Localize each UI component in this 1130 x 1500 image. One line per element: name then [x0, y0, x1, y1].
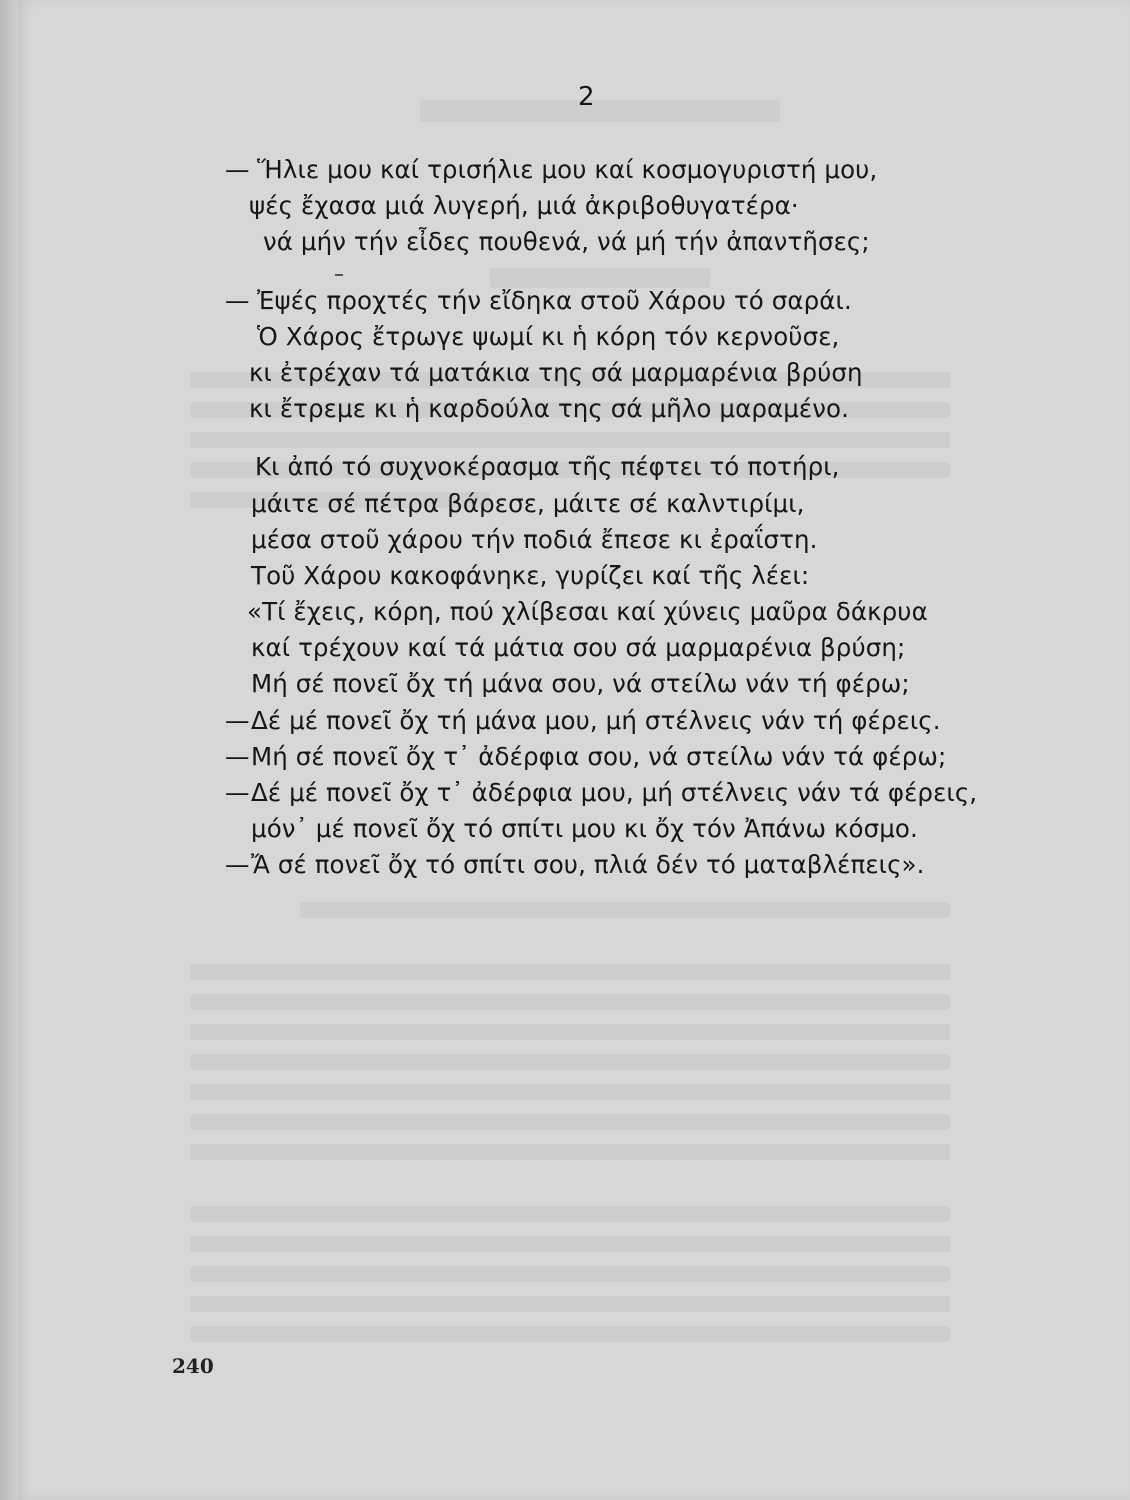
verse-line	[225, 283, 1025, 319]
verse-text: Ἐψές προχτές τήν εἴδηκα στοῦ Χάρου τό σαράι.	[257, 285, 852, 315]
verse-text: Δέ μέ πονεῖ ὄχ τ᾿ ἀδέρφια μου, μή στέλνεις νάν τά φέρεις,	[251, 778, 978, 807]
page-edge	[0, 0, 18, 1500]
verse-line	[225, 391, 1025, 427]
verse-line	[225, 558, 1025, 594]
verse-text: Ἥλιε μου καί τρισήλιε μου καί κοσμογυριστή μου,	[257, 155, 878, 184]
verse-text: νά μήν τήν εἶδες πουθενά, νά μή τήν ἀπαντῆσες;	[263, 227, 870, 257]
page-number: 240	[172, 1354, 214, 1378]
verse-line	[225, 224, 1025, 260]
verse-text: καί τρέχουν καί τά μάτια σου σά μαρμαρένια βρύση;	[251, 633, 906, 663]
verse-line	[225, 594, 1025, 630]
verse-line	[225, 847, 1025, 883]
verse-line	[225, 739, 1025, 775]
verse-line	[225, 355, 1025, 391]
verse-text: Μή σέ πονεῖ ὄχ τ᾿ ἀδέρφια σου, νά στείλω νάν τά φέρω;	[251, 741, 947, 771]
dialogue-dash: —	[225, 155, 250, 184]
verse-line	[225, 486, 1025, 522]
verse-line	[225, 811, 1025, 847]
dialogue-dash: —	[225, 741, 250, 771]
stanza-1	[225, 152, 1025, 261]
verse-line	[225, 666, 1025, 702]
verse-text: «Τί ἔχεις, κόρη, πού χλίβεσαι καί χύνεις μαῦρα δάκρυα	[247, 597, 928, 627]
verse-text: Ἄ σέ πονεῖ ὄχ τό σπίτι σου, πλιά δέν τό ματαβλέπεις».	[251, 850, 925, 880]
verse-text: κι ἔτρεμε κι ἡ καρδούλα της σά μῆλο μαραμένο.	[249, 394, 850, 424]
stanza-3	[225, 449, 1025, 883]
verse-text: μάιτε σέ πέτρα βάρεσε, μάιτε σέ καλντιρίμι,	[251, 488, 805, 518]
section-number: 2	[578, 82, 595, 112]
verse-line	[225, 152, 1025, 188]
dialogue-dash: —	[225, 705, 250, 735]
stanza-gap	[225, 427, 1025, 449]
verse-text: Μή σέ πονεῖ ὄχ τή μάνα σου, νά στείλω νάν τή φέρω;	[251, 669, 910, 699]
dialogue-dash: —	[225, 850, 250, 880]
verse-line	[225, 703, 1025, 739]
verse-line	[225, 630, 1025, 666]
verse-text: κι ἐτρέχαν τά ματάκια της σά μαρμαρένια βρύση	[249, 357, 863, 387]
verse-line	[225, 449, 1025, 485]
verse-text: ψές ἔχασα μιά λυγερή, μιά ἀκριβοθυγατέρα·	[249, 191, 799, 221]
verse-text: Τοῦ Χάρου κακοφάνηκε, γυρίζει καί τῆς λέει:	[251, 560, 810, 590]
poem	[225, 152, 1025, 884]
verse-text: μέσα στοῦ χάρου τήν ποδιά ἔπεσε κι ἐραΐστη.	[251, 524, 818, 554]
verse-text: Ὁ Χάρος ἔτρωγε ψωμί κι ἡ κόρη τόν κερνοῦσε,	[257, 321, 840, 351]
verse-line	[225, 522, 1025, 558]
dialogue-dash: —	[225, 778, 250, 807]
stanza-gap	[225, 261, 1025, 283]
stanza-2	[225, 283, 1025, 428]
stray-mark	[335, 274, 343, 276]
verse-line	[225, 188, 1025, 224]
verse-text: Κι ἀπό τό συχνοκέρασμα τῆς πέφτει τό ποτήρι,	[255, 452, 840, 482]
verse-line	[225, 319, 1025, 355]
verse-text: Δέ μέ πονεῖ ὄχ τή μάνα μου, μή στέλνεις νάν τή φέρεις.	[251, 705, 941, 735]
dialogue-dash: —	[225, 285, 250, 315]
verse-text: μόν᾿ μέ πονεῖ ὄχ τό σπίτι μου κι ὄχ τόν Ἀπάνω κόσμο.	[251, 814, 918, 844]
verse-line	[225, 775, 1025, 811]
